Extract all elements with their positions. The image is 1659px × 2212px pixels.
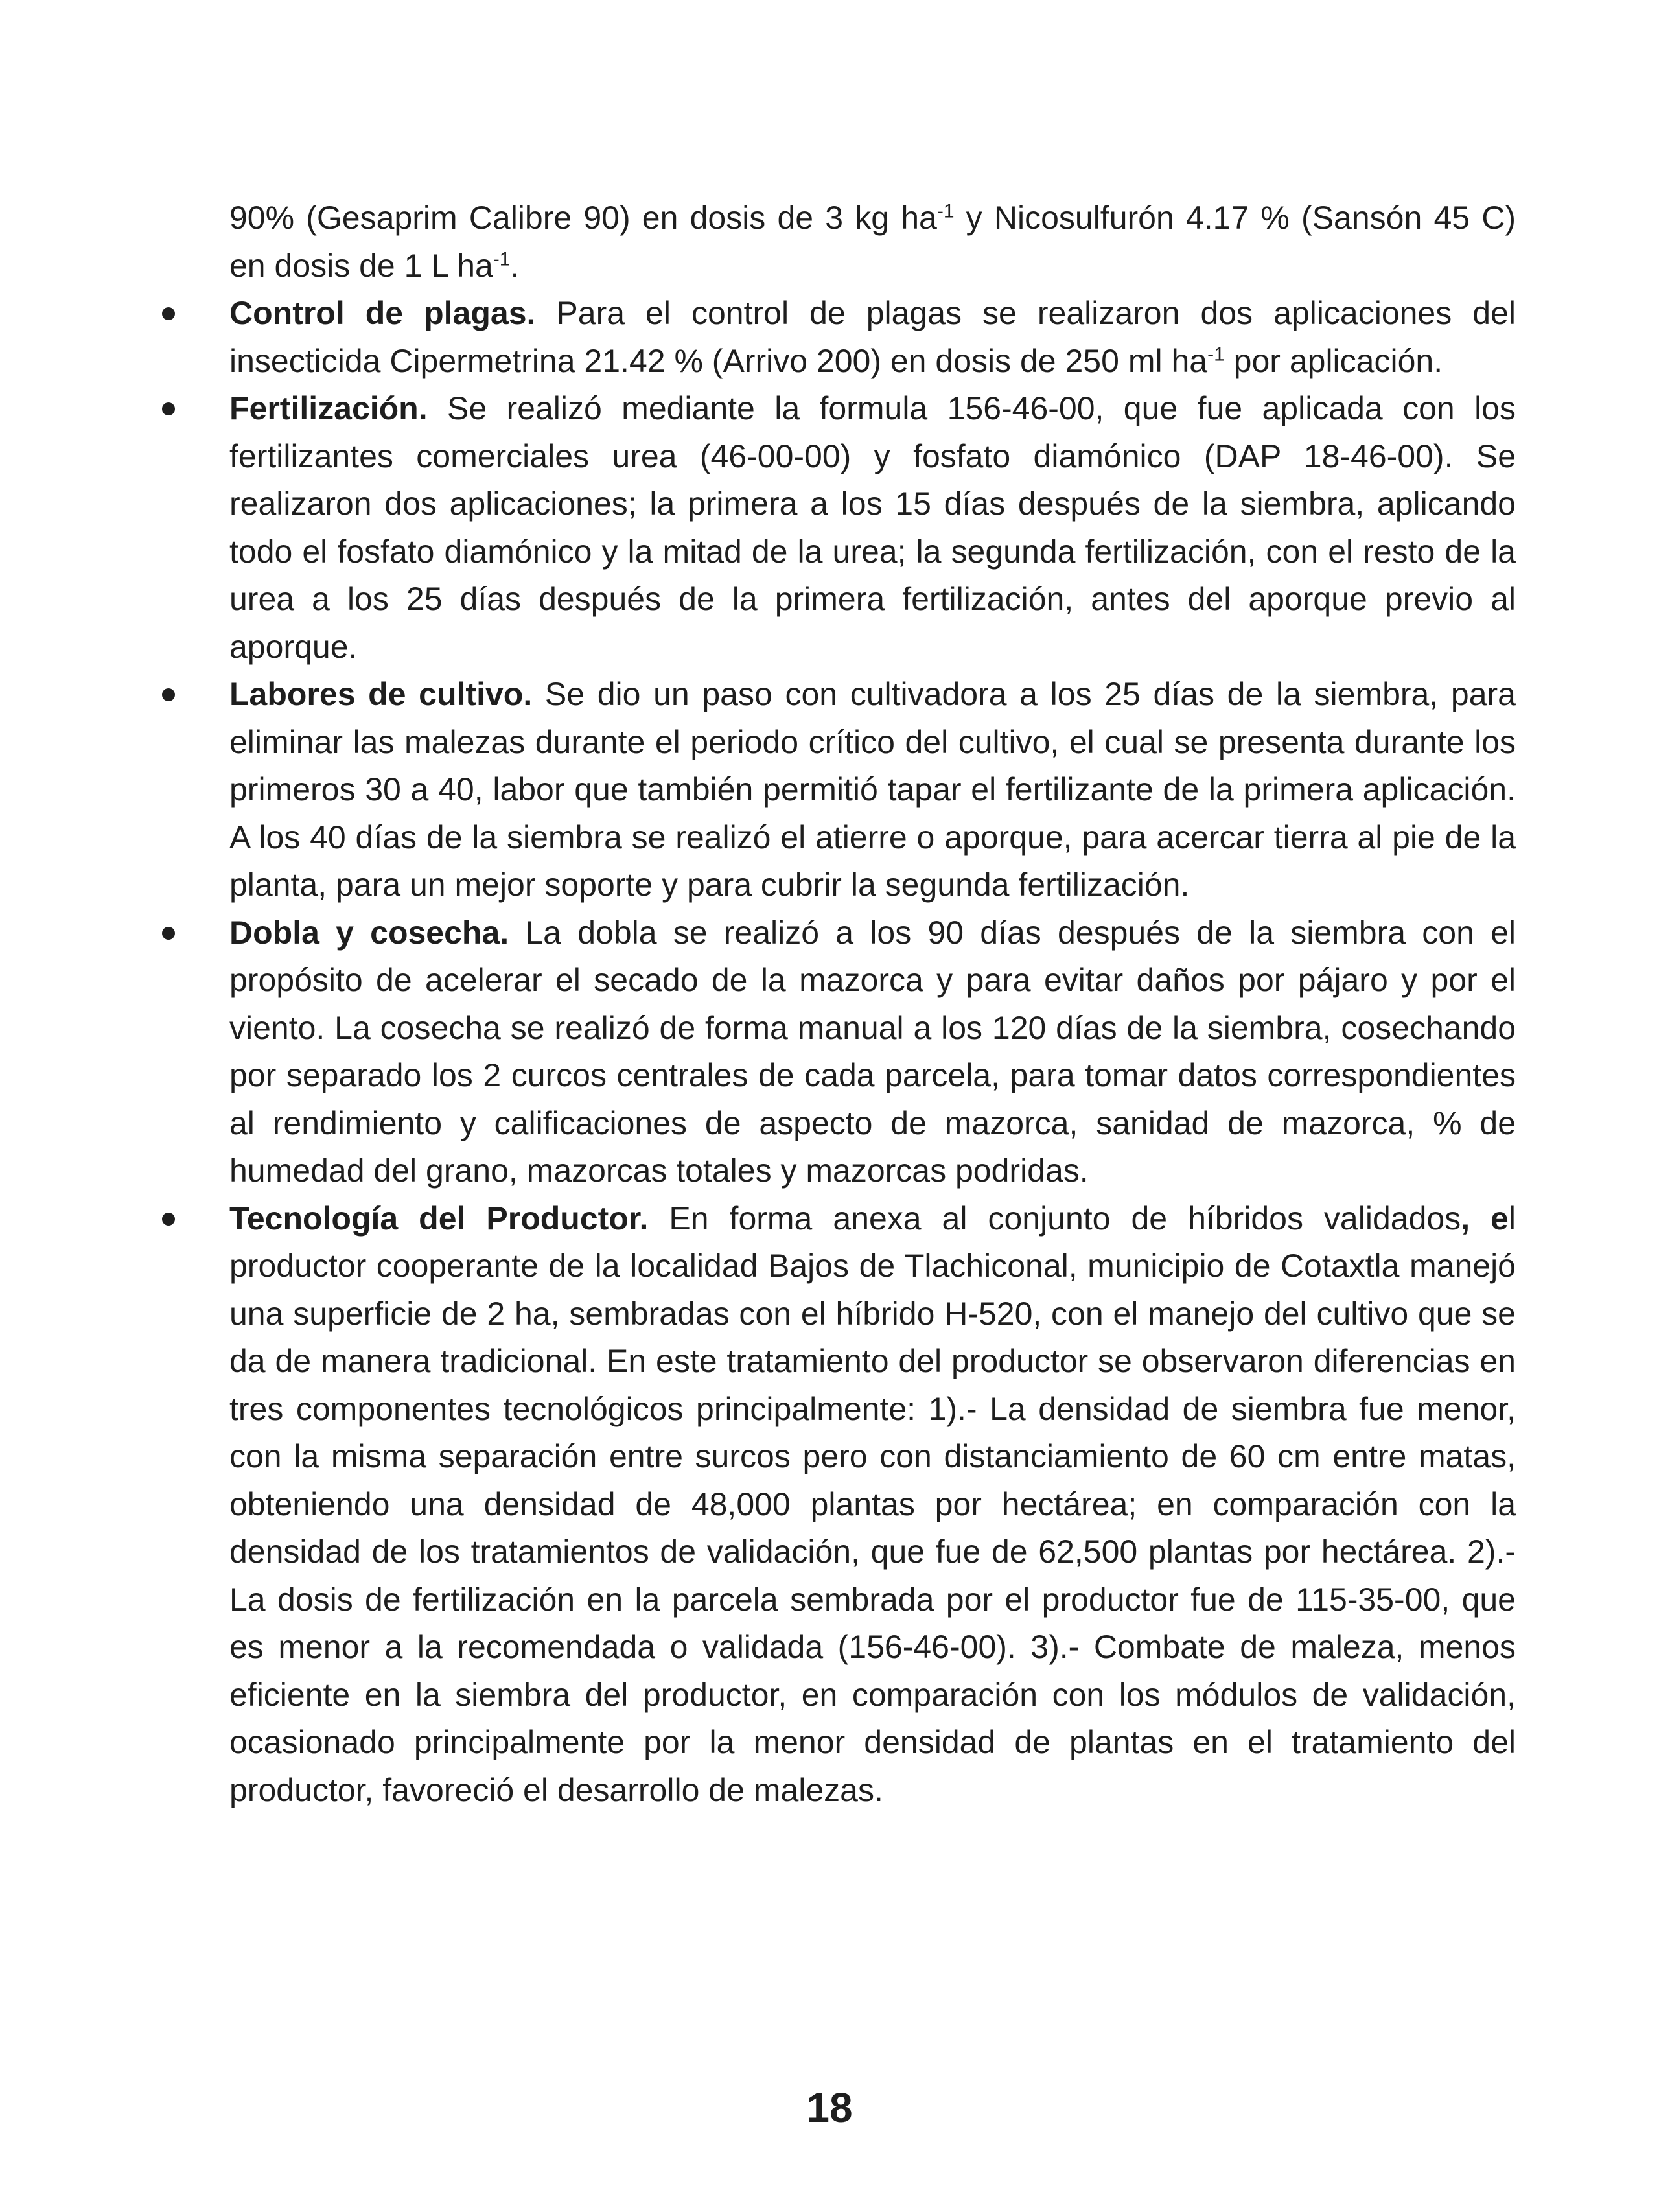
list-item-tecnologia-del-productor	[229, 1195, 1516, 1815]
item-title: Labores de cultivo.	[229, 676, 533, 712]
item-title: Tecnología del Productor.	[229, 1200, 649, 1237]
list-item-labores-de-cultivo	[229, 671, 1516, 909]
lead-superscript-2: -1	[493, 248, 511, 270]
lead-text-3: .	[510, 247, 520, 284]
list-item-control-de-plagas	[229, 290, 1516, 385]
bullet-icon	[162, 927, 175, 940]
bullet-list	[229, 290, 1516, 1814]
item-title: Control de plagas.	[229, 295, 536, 331]
item-superscript: -1	[1207, 343, 1225, 365]
list-item-dobla-y-cosecha	[229, 909, 1516, 1195]
continuation-paragraph	[229, 194, 1516, 290]
lead-text-1: 90% (Gesaprim Calibre 90) en dosis de 3 kg ha	[229, 200, 937, 236]
item-text: Para el control de plagas se realizaron dos aplicaciones del insecticida Cipermetrina 21.42 % (Arrivo 200) en dosis de 250 ml ha	[229, 295, 1516, 379]
lead-text-2: y Nicosulfurón 4.17 % (Sansón 45 C) en dosis de 1 L ha	[229, 200, 1516, 284]
item-text: l productor cooperante de la localidad Bajos de Tlachiconal, municipio de Cotaxtla manejó una superficie de 2 ha, sembradas con el híbrido H-520, con el manejo del cultivo que se da de manera tradicional. En este tratamiento del productor se observaron diferencias en tres componentes tecnológicos principalmente: 1).- La densidad de siembra fue menor, con la misma separación entre surcos pero con distanciamiento de 60 cm entre matas, obteniendo una densidad de 48,000 plantas por hectárea; en comparación con la densidad de los tratamientos de validación, que fue de 62,500 plantas por hectárea. 2).- La dosis de fertilización en la parcela sembrada por el productor fue de 115-35-00, que es menor a la recomendada o validada (156-46-00). 3).- Combate de maleza, menos eficiente en la siembra del productor, en comparación con los módulos de validación, ocasionado principalmente por la menor densidad de plantas en el tratamiento del productor, favoreció el desarrollo de malezas.	[229, 1200, 1516, 1808]
list-item-fertilizacion	[229, 385, 1516, 671]
bullet-icon	[162, 307, 175, 320]
item-text: Se dio un paso con cultivadora a los 25 días de la siembra, para eliminar las malezas durante el periodo crítico del cultivo, el cual se presenta durante los primeros 30 a 40, labor que también permitió tapar el fertilizante de la primera aplicación. A los 40 días de la siembra se realizó el atierre o aporque, para acercar tierra al pie de la planta, para un mejor soporte y para cubrir la segunda fertilización.	[229, 676, 1516, 903]
item-text: Se realizó mediante la formula 156-46-00, que fue aplicada con los fertilizantes comerciales urea (46-00-00) y fosfato diamónico (DAP 18-46-00). Se realizaron dos aplicaciones; la primera a los 15 días después de la siembra, aplicando todo el fosfato diamónico y la mitad de la urea; la segunda fertilización, con el resto de la urea a los 25 días después de la primera fertilización, antes del aporque previo al aporque.	[229, 390, 1516, 665]
item-bold-fragment: , e	[1461, 1200, 1509, 1237]
item-text: La dobla se realizó a los 90 días después de la siembra con el propósito de acelerar el secado de la mazorca y para evitar daños por pájaro y por el viento. La cosecha se realizó de forma manual a los 120 días de la siembra, cosechando por separado los 2 curcos centrales de cada parcela, para tomar datos correspondientes al rendimiento y calificaciones de aspecto de mazorca, sanidad de mazorca, % de humedad del grano, mazorcas totales y mazorcas podridas.	[229, 914, 1516, 1189]
bullet-icon	[162, 1213, 175, 1226]
item-title: Dobla y cosecha.	[229, 914, 509, 951]
item-text: En forma anexa al conjunto de híbridos validados	[648, 1200, 1461, 1237]
lead-superscript-1: -1	[936, 200, 955, 222]
page-number: 18	[806, 2084, 853, 2131]
item-text: por aplicación.	[1224, 342, 1443, 379]
bullet-icon	[162, 688, 175, 701]
item-title: Fertilización.	[229, 390, 428, 426]
body-text	[229, 194, 1516, 1814]
bullet-icon	[162, 402, 175, 415]
